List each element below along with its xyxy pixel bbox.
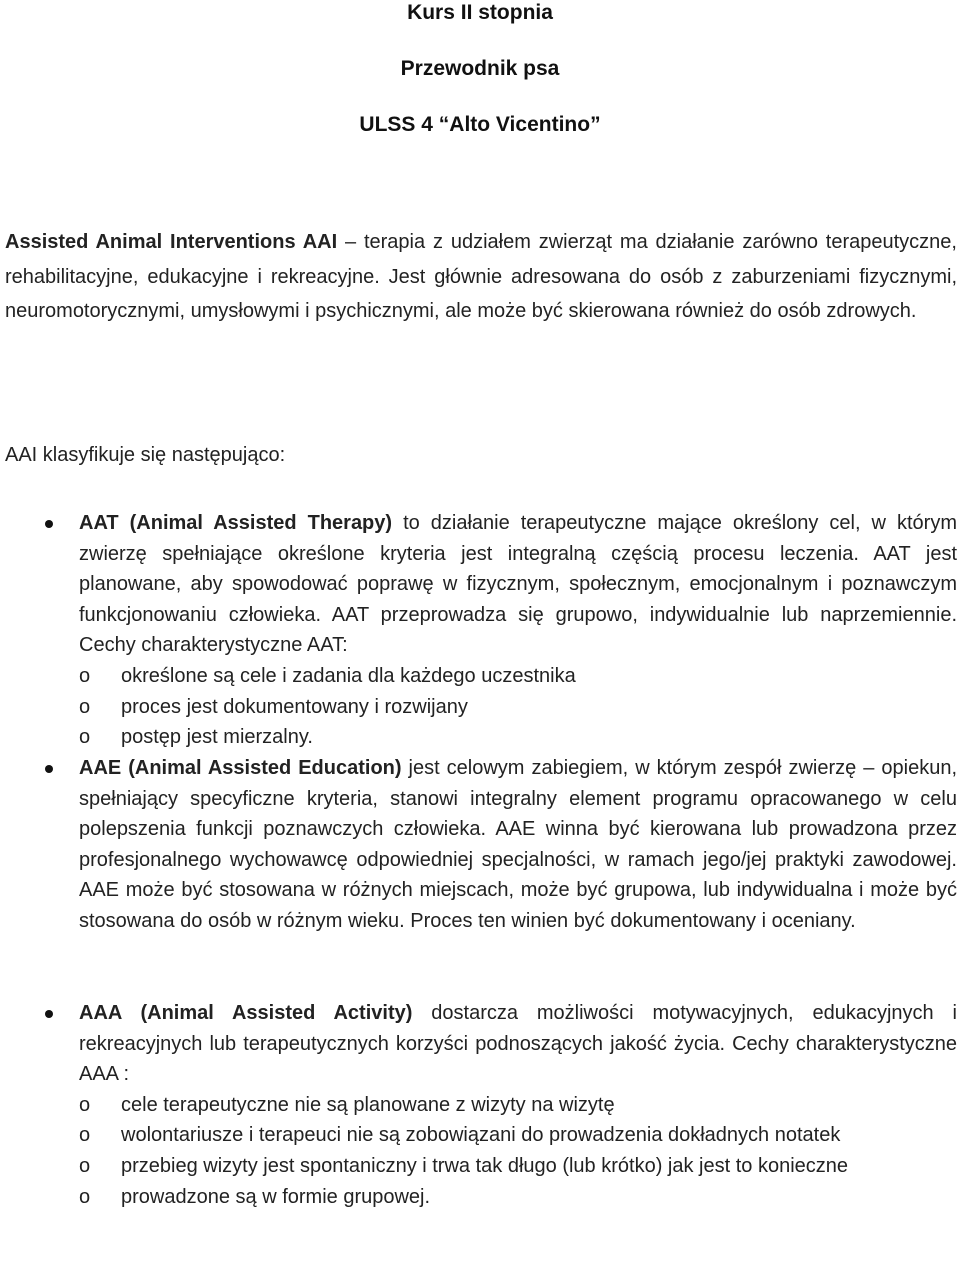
aae-description: jest celowym zabiegiem, w którym zespół zwierzę – opiekun, spełniający specyficzne kryteria, stanowi integralny element programu opracowanego w celu polepszenia funkcji poznawczych człowieka. AAE winna być kierowana lub prowadzona przez profesjonalnego wychowawcę odpowiedniej specjalności, w ramach jego/jej praktyki zawodowej. AAE może być stosowana w różnych miejscach, może być grupowa, lub indywidualna i może być stosowana do osób w różnym wieku. Proces ten winien być dokumentowany i oceniany. — [79, 757, 957, 932]
circle-bullet-icon: o — [79, 1093, 91, 1116]
organization-title: ULSS 4 “Alto Vicentino” — [359, 113, 601, 136]
bullet-aae — [45, 753, 957, 937]
list-item — [45, 661, 957, 692]
list-item-text: określone są cele i zadania dla każdego uczestnika — [121, 664, 576, 687]
aaa-paragraph — [79, 998, 957, 1090]
intro-paragraph — [5, 225, 957, 329]
aai-description: – terapia z udziałem zwierząt ma działanie zarówno terapeutyczne, rehabilitacyjne, edukacyjne i rekreacyjne. Jest głównie adresowana do osób z zaburzeniami fizycznymi, neuromotorycznymi, umysłowymi i psychicznymi, ale może być skierowana również do osób zdrowych. — [5, 231, 957, 322]
list-item — [45, 1090, 957, 1121]
list-item — [45, 722, 957, 753]
list-item-text: postęp jest mierzalny. — [121, 726, 313, 749]
list-item-text: wolontariusze i terapeuci nie są zobowiązani do prowadzenia dokładnych notatek — [121, 1124, 841, 1147]
course-title: Kurs II stopnia — [407, 1, 553, 24]
list-item — [45, 1120, 957, 1151]
list-item-text: proces jest dokumentowany i rozwijany — [121, 695, 468, 718]
list-item — [45, 1182, 957, 1213]
list-item-text: prowadzone są w formie grupowej. — [121, 1185, 431, 1208]
circle-bullet-icon: o — [79, 695, 91, 718]
bullet-dot-icon — [45, 1010, 53, 1018]
aae-term: AAE (Animal Assisted Education) — [79, 757, 402, 779]
aaa-term: AAA (Animal Assisted Activity) — [79, 1002, 413, 1024]
aae-paragraph — [79, 753, 957, 937]
aat-paragraph — [79, 508, 957, 661]
aaa-features-list — [45, 1090, 957, 1212]
bullet-aaa — [45, 998, 957, 1212]
list-item — [45, 1151, 957, 1182]
circle-bullet-icon: o — [79, 664, 91, 687]
list-item-text: cele terapeutyczne nie są planowane z wizyty na wizytę — [121, 1093, 615, 1116]
list-item — [45, 692, 957, 723]
list-item-text: przebieg wizyty jest spontaniczny i trwa tak długo (lub krótko) jak jest to konieczne — [121, 1154, 849, 1177]
bullet-aat — [45, 508, 957, 753]
bullet-dot-icon — [45, 765, 53, 773]
course-subtitle: Przewodnik psa — [400, 57, 560, 80]
classification-label: AAI klasyfikuje się następująco: — [5, 444, 286, 466]
circle-bullet-icon: o — [79, 726, 91, 749]
aat-features-list — [45, 661, 957, 753]
aat-description: to działanie terapeutyczne mające określony cel, w którym zwierzę spełniające określone kryteria jest integralną częścią procesu leczenia. AAT jest planowane, aby spowodować poprawę w fizycznym, społecznym, emocjonalnym i poznawczym funkcjonowaniu człowieka. AAT przeprowadza się grupowo, indywidualnie lub naprzemiennie. Cechy charakterystyczne AAT: — [79, 512, 957, 657]
bullet-dot-icon — [45, 520, 53, 528]
aat-term: AAT (Animal Assisted Therapy) — [79, 512, 393, 534]
circle-bullet-icon: o — [79, 1154, 91, 1177]
circle-bullet-icon: o — [79, 1185, 91, 1208]
circle-bullet-icon: o — [79, 1124, 91, 1147]
aai-term: Assisted Animal Interventions AAI — [5, 231, 338, 253]
aaa-description: dostarcza możliwości motywacyjnych, edukacyjnych i rekreacyjnych lub terapeutycznych korzyści podnoszących jakość życia. Cechy charakterystyczne AAA : — [79, 1002, 957, 1086]
